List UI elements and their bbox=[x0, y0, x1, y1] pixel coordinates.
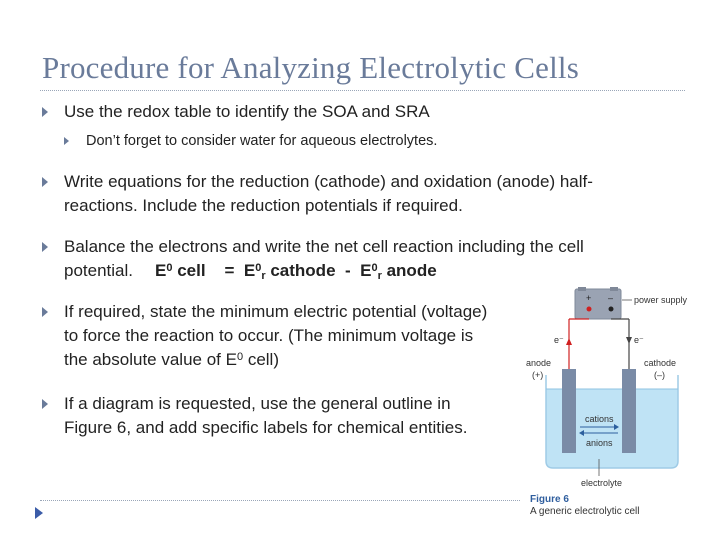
bullet-2 bbox=[42, 170, 702, 218]
bullet-2-line-2: reactions. Include the reduction potentials if required. bbox=[64, 196, 463, 215]
anions-label: anions bbox=[586, 438, 613, 448]
sub-bullet-1 bbox=[64, 131, 684, 151]
anode-label: anode bbox=[526, 358, 552, 368]
bullet-4-line-2: to force the reaction to occur. (The minimum voltage is bbox=[64, 326, 474, 345]
bullet-text: Use the redox table to identify the SOA and SRA bbox=[64, 102, 430, 121]
slide-corner-arrow-icon bbox=[35, 507, 43, 519]
bullet-5-line-1: If a diagram is requested, use the general outline in bbox=[64, 394, 451, 413]
bullet-arrow-icon bbox=[42, 242, 48, 252]
power-supply-terminal-left bbox=[578, 287, 586, 291]
anode-electron-arrow-icon bbox=[566, 338, 572, 345]
anode-electrode bbox=[562, 369, 576, 453]
footer-divider bbox=[40, 500, 520, 501]
figure-caption bbox=[530, 494, 640, 518]
bullet-text: If required, state the minimum electric potential (voltage) to force the reaction to occur. (The minimum voltage is the absolute value of $E^0$ cell) bbox=[64, 302, 488, 369]
cathode-electron-arrow-icon bbox=[626, 337, 632, 344]
electron-right-label: e⁻ bbox=[634, 335, 644, 345]
bullet-4-line-3: the absolute value of E bbox=[64, 350, 237, 369]
sub-bullet-arrow-icon bbox=[64, 137, 69, 145]
bullet-2-line-1: Write equations for the reduction (cathode) and oxidation (anode) half- bbox=[64, 172, 593, 191]
power-supply-box bbox=[575, 289, 621, 319]
bullet-arrow-icon bbox=[42, 107, 48, 117]
electron-left-label: e⁻ bbox=[554, 335, 564, 345]
cations-label: cations bbox=[585, 414, 614, 424]
electrolytic-cell-diagram bbox=[518, 283, 708, 523]
bullet-text bbox=[64, 170, 702, 218]
sub-bullet-text: Don’t forget to consider water for aqueous electrolytes. bbox=[86, 133, 438, 149]
cathode-sign: (–) bbox=[654, 370, 665, 380]
bullet-5-line-2: Figure 6, and add specific labels for chemical entities. bbox=[64, 418, 468, 437]
slide-title: Procedure for Analyzing Electrolytic Cells bbox=[42, 50, 579, 85]
figure-number: Figure 6 bbox=[530, 494, 569, 505]
bullet-5 bbox=[42, 392, 522, 440]
plus-label: + bbox=[586, 293, 592, 303]
bullet-1 bbox=[42, 100, 692, 124]
positive-terminal bbox=[587, 307, 592, 312]
power-supply-terminal-right bbox=[610, 287, 618, 291]
minus-label: – bbox=[608, 293, 614, 303]
anode-sign: (+) bbox=[532, 370, 544, 380]
bullet-arrow-icon bbox=[42, 307, 48, 317]
power-supply-label: power supply bbox=[634, 295, 688, 305]
title-divider bbox=[40, 90, 685, 91]
figure-description: A generic electrolytic cell bbox=[530, 506, 640, 517]
bullet-4 bbox=[42, 300, 522, 372]
bullet-3-line-2: potential. bbox=[64, 261, 133, 280]
negative-terminal bbox=[609, 307, 614, 312]
bullet-3 bbox=[42, 235, 702, 283]
bullet-4-line-1: If required, state the minimum electric potential (voltage) bbox=[64, 302, 488, 321]
bullet-3-line-1: Balance the electrons and write the net cell reaction including the cell bbox=[64, 237, 584, 256]
cell-potential-formula: $E^0$ cell = $E^0_r$ cathode - $E^0_r$ anode bbox=[155, 261, 437, 282]
bullet-arrow-icon bbox=[42, 177, 48, 187]
electrolyte-label: electrolyte bbox=[581, 478, 623, 488]
cathode-label: cathode bbox=[644, 358, 677, 368]
bullet-text bbox=[64, 392, 522, 440]
cathode-electrode bbox=[622, 369, 636, 453]
bullet-arrow-icon bbox=[42, 399, 48, 409]
bullet-text bbox=[64, 235, 702, 283]
